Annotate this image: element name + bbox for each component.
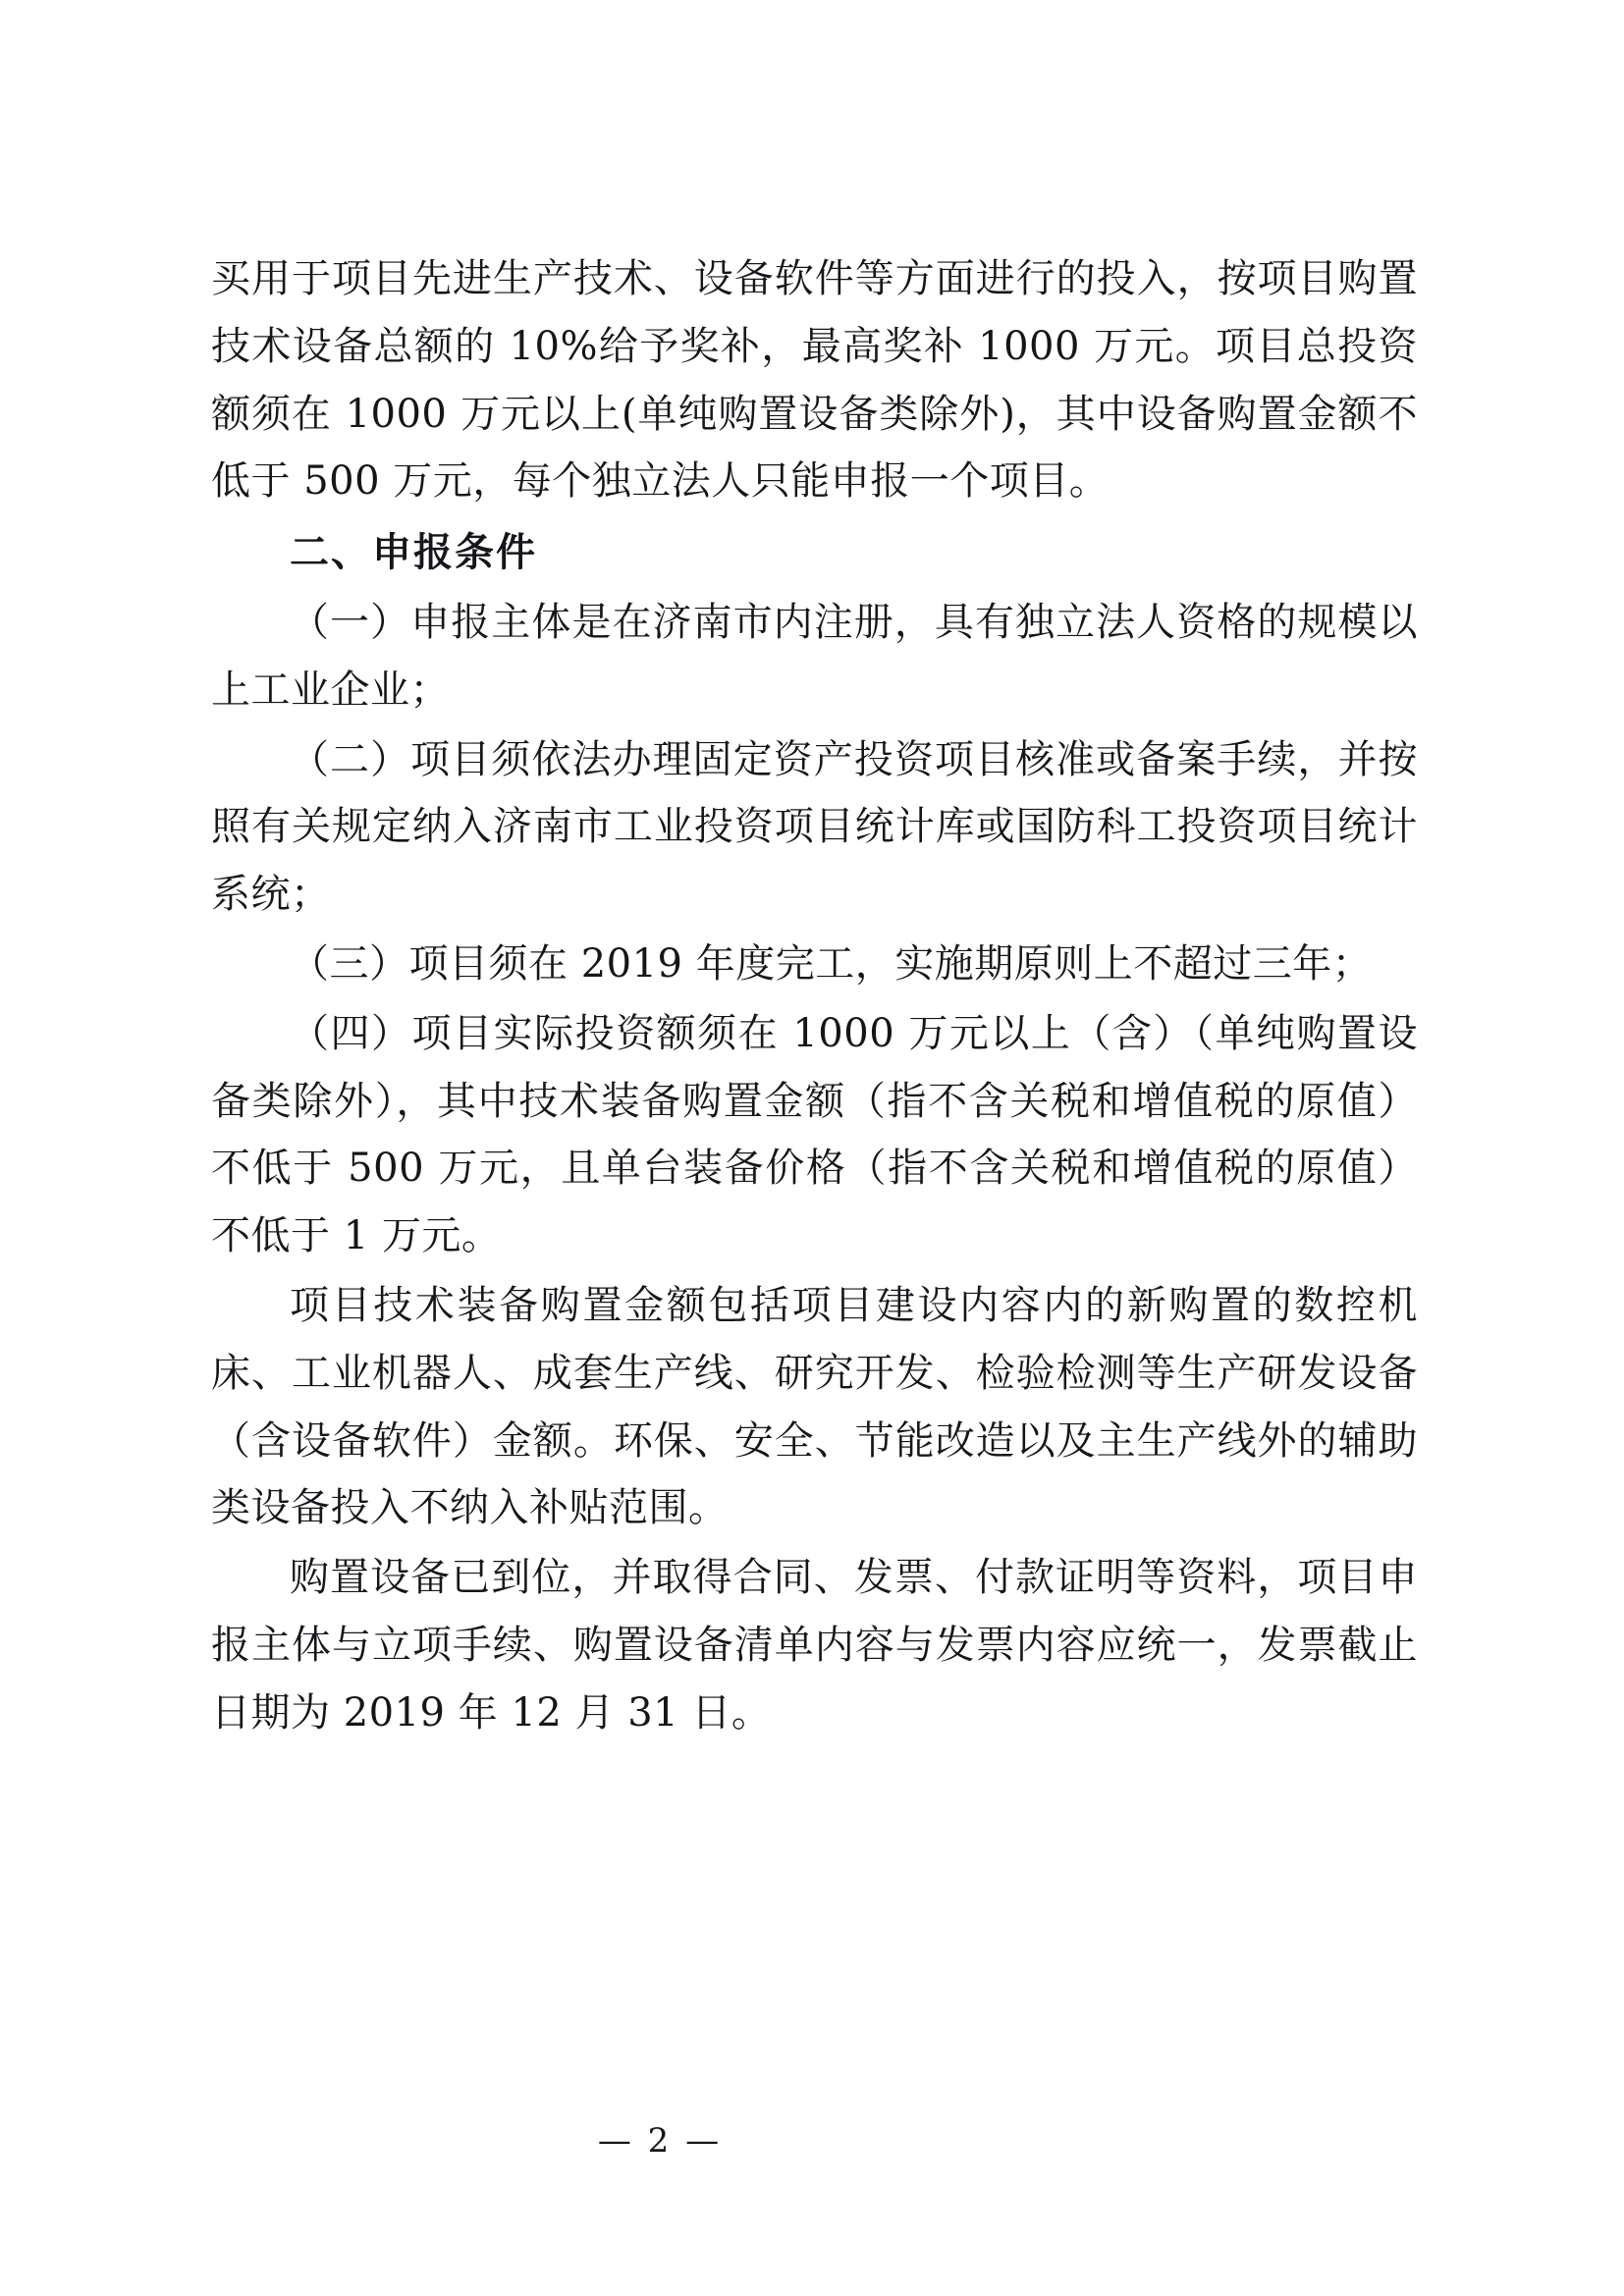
section-heading-application-conditions: 二、申报条件 [290, 530, 537, 576]
paragraph-condition-4: （四）项目实际投资额须在 1000 万元以上（含）（单纯购置设备类除外），其中技术装备购置金额（指不含关税和增值税的原值）不低于 500 万元，且单台装备价格（指不含关税和增值税的原值）不低于 1 万元。 [211, 1010, 1418, 1259]
page-number [0, 2121, 1624, 2161]
page-number-label: — 2 — [597, 2121, 723, 2161]
paragraph-continued: 买用于项目先进生产技术、设备软件等方面进行的投入，按项目购置技术设备总额的 10%给予奖补，最高奖补 1000 万元。项目总投资额须在 1000 万元以上(单纯购置设备类除外)，其中设备购置金额不低于 500 万元，每个独立法人只能申报一个项目。 [211, 256, 1418, 505]
paragraph-equipment-scope: 项目技术装备购置金额包括项目建设内容内的新购置的数控机床、工业机器人、成套生产线、研究开发、检验检测等生产研发设备（含设备软件）金额。环保、安全、节能改造以及主生产线外的辅助类设备投入不纳入补贴范围。 [211, 1282, 1418, 1531]
paragraph-condition-3: （三）项目须在 2019 年度完工，实施期原则上不超过三年； [290, 940, 1373, 987]
paragraph-condition-2: （二）项目须依法办理固定资产投资项目核准或备案手续，并按照有关规定纳入济南市工业投资项目统计库或国防科工投资项目统计系统； [211, 736, 1418, 918]
paragraph-condition-1: （一）申报主体是在济南市内注册，具有独立法人资格的规模以上工业企业； [211, 599, 1418, 713]
paragraph-invoice-requirements: 购置设备已到位，并取得合同、发票、付款证明等资料，项目申报主体与立项手续、购置设备清单内容与发票内容应统一，发票截止日期为 2019 年 12 月 31 日。 [211, 1555, 1418, 1735]
document-body [211, 245, 1418, 1747]
